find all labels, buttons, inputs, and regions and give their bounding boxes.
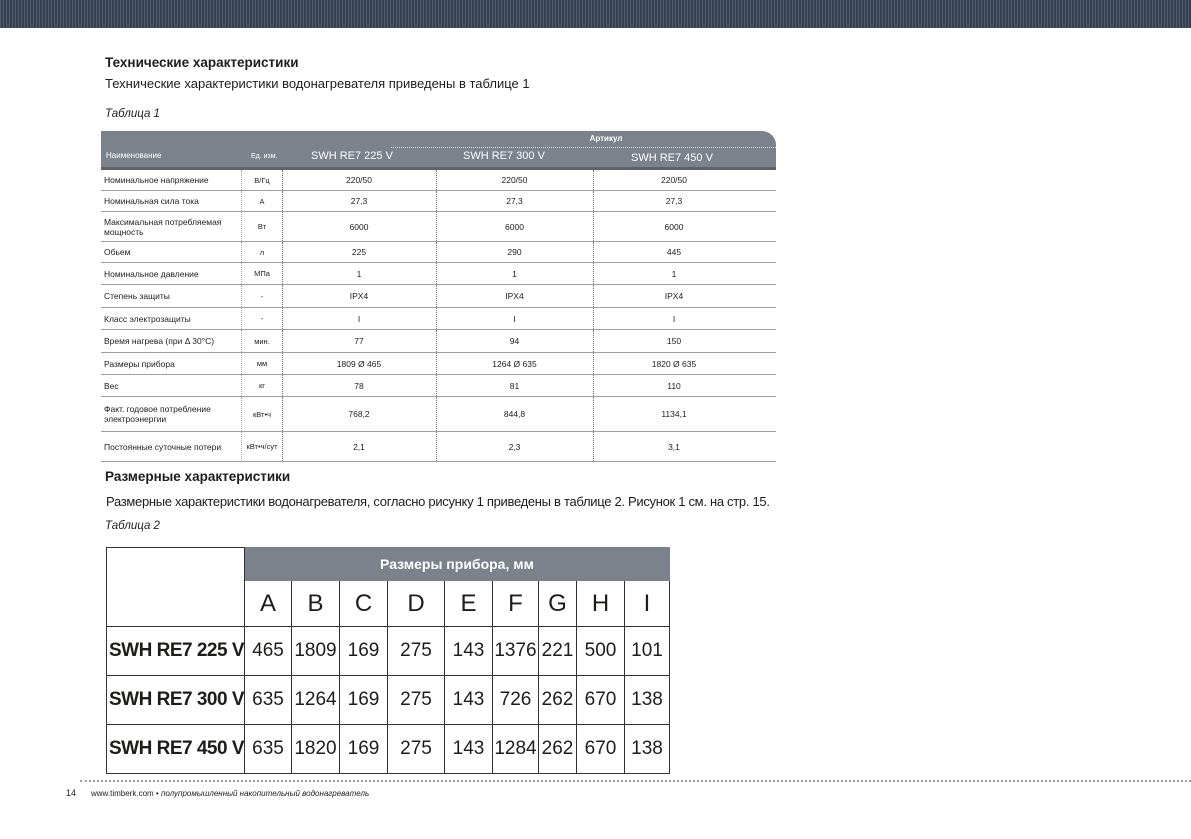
dimensions-row — [107, 676, 670, 725]
dimension-value: 500 — [577, 627, 625, 676]
specs-row — [101, 212, 776, 242]
spec-value-model-2: 81 — [436, 375, 594, 396]
dimensions-table — [106, 547, 670, 774]
spec-value-model-1: 225 — [282, 242, 437, 262]
dimension-value: 262 — [539, 676, 577, 725]
spec-unit: А — [241, 191, 283, 211]
spec-value-model-2: 2,3 — [436, 432, 594, 461]
spec-name: Номинальное давление — [104, 268, 199, 279]
spec-value-model-3: 27,3 — [665, 196, 683, 206]
spec-unit: Вт — [241, 212, 283, 241]
dimensions-model-name: SWH RE7 450 V — [107, 725, 245, 774]
spec-value-model-1: IPX4 — [282, 285, 437, 307]
spec-name: Время нагрева (при Δ 30°С) — [104, 336, 215, 346]
dimension-value: 275 — [388, 725, 445, 774]
dimensions-corner-cell — [107, 548, 245, 627]
model-column-header-1: SWH RE7 225 V — [311, 150, 393, 162]
dimension-value: 275 — [388, 627, 445, 676]
dimensions-model-name: SWH RE7 225 V — [107, 627, 245, 676]
specs-row — [101, 308, 776, 330]
dimension-letter: H — [577, 581, 625, 627]
specs-row — [101, 285, 776, 308]
dimensions-model-name: SWH RE7 300 V — [107, 676, 245, 725]
dimension-value: 275 — [388, 676, 445, 725]
specs-row — [101, 432, 776, 462]
spec-value-model-3: 3,1 — [668, 441, 680, 452]
dimension-value: 169 — [340, 725, 388, 774]
spec-name: Номинальная сила тока — [104, 196, 199, 206]
spec-value-model-1: 77 — [282, 330, 437, 352]
spec-value-model-3: 1134,1 — [661, 409, 687, 419]
specs-row — [101, 353, 776, 375]
table2-caption: Таблица 2 — [105, 520, 160, 532]
spec-unit: В/Гц — [241, 170, 283, 190]
dimension-letter: F — [493, 581, 539, 627]
dimension-letter: A — [245, 581, 292, 627]
dimension-value: 635 — [245, 676, 292, 725]
spec-unit: мм — [241, 353, 283, 374]
spec-value-model-2: 94 — [436, 330, 594, 352]
spec-value-model-3: 1 — [671, 268, 677, 279]
model-column-header-2: SWH RE7 300 V — [463, 150, 545, 162]
specs-row — [101, 397, 776, 432]
dimension-value: 670 — [577, 725, 625, 774]
dimension-letter: B — [292, 581, 340, 627]
header-divider — [391, 147, 776, 148]
spec-name: Максимальная потребляемая мощность — [104, 216, 222, 237]
dimension-letter: I — [625, 581, 670, 627]
name-column-header: Наименование — [106, 151, 162, 160]
spec-value-model-1: 768,2 — [282, 397, 437, 431]
spec-value-model-3: 1820 Ø 635 — [651, 358, 697, 369]
spec-value-model-2: 1264 Ø 635 — [436, 353, 594, 374]
section-title-specs: Технические характеристики — [105, 55, 299, 70]
spec-value-model-3: IPX4 — [664, 291, 684, 301]
dimension-value: 1264 — [292, 676, 340, 725]
dimension-value: 169 — [340, 676, 388, 725]
spec-name: Размеры прибора — [104, 358, 175, 369]
specs-row — [101, 242, 776, 263]
dimension-value: 635 — [245, 725, 292, 774]
spec-value-model-3: 110 — [667, 380, 681, 391]
spec-unit: мин. — [241, 330, 283, 352]
spec-value-model-3: 445 — [666, 247, 682, 257]
spec-unit: л — [241, 242, 283, 262]
section-subtitle-specs: Технические характеристики водонагревателя приведены в таблице 1 — [105, 76, 530, 91]
spec-value-model-2: 220/50 — [436, 170, 594, 190]
spec-value-model-1: 78 — [282, 375, 437, 396]
dimension-value: 726 — [493, 676, 539, 725]
spec-value-model-2: 844,8 — [436, 397, 594, 431]
spec-value-model-3: 150 — [666, 336, 682, 346]
dimension-value: 1284 — [493, 725, 539, 774]
section-title-dimensions: Размерные характеристики — [105, 469, 291, 484]
model-column-header-3: SWH RE7 450 V — [631, 152, 713, 164]
spec-value-model-1: 1809 Ø 465 — [282, 353, 437, 374]
dimension-value: 143 — [445, 725, 493, 774]
spec-value-model-1: 27,3 — [282, 191, 437, 211]
dimensions-table-title: Размеры прибора, мм — [245, 548, 670, 581]
spec-value-model-2: 6000 — [436, 212, 594, 241]
spec-value-model-2: IPX4 — [436, 285, 594, 307]
article-header: Артикул — [589, 134, 623, 143]
footer-separator: • — [153, 789, 161, 798]
footer-text — [91, 789, 369, 798]
dimension-value: 138 — [625, 725, 670, 774]
spec-unit: - — [241, 308, 283, 329]
footer-description: полупромышленный накопительный водонагреватель — [160, 789, 370, 798]
spec-name: Обьем — [104, 247, 131, 257]
spec-value-model-1: 220/50 — [282, 170, 437, 190]
spec-value-model-3: 220/50 — [661, 175, 687, 185]
spec-value-model-2: 290 — [436, 242, 594, 262]
dimensions-row — [107, 627, 670, 676]
spec-name: Степень защиты — [104, 291, 170, 301]
table1-caption: Таблица 1 — [105, 108, 160, 120]
dimension-letter: C — [340, 581, 388, 627]
unit-column-header: Ед. изм. — [251, 153, 278, 160]
section-subtitle-dimensions: Размерные характеристики водонагревателя, согласно рисунку 1 приведены в таблице 2. Рисунок 1 см. на стр. 15. — [106, 494, 770, 509]
spec-value-model-1: 1 — [282, 263, 437, 284]
dimension-letter: G — [539, 581, 577, 627]
dimension-value: 1376 — [493, 627, 539, 676]
specs-table-header — [101, 131, 776, 170]
spec-value-model-3: 6000 — [664, 221, 684, 232]
spec-name: Класс электрозащиты — [104, 313, 191, 324]
dimension-value: 670 — [577, 676, 625, 725]
spec-value-model-3: I — [672, 313, 676, 324]
spec-unit: кВт•ч — [241, 397, 283, 431]
spec-name: Факт. годовое потребление электроэнергии — [104, 404, 211, 424]
site-link[interactable]: www.timberk.com — [91, 789, 154, 798]
dimensions-row — [107, 725, 670, 774]
dimension-letter: D — [388, 581, 445, 627]
specs-row — [101, 263, 776, 285]
dimension-value: 1820 — [292, 725, 340, 774]
dimension-value: 262 — [539, 725, 577, 774]
top-decorative-bar — [0, 0, 1191, 28]
spec-value-model-1: 2,1 — [282, 432, 437, 461]
specs-table-body — [101, 170, 776, 462]
spec-value-model-2: 1 — [436, 263, 594, 284]
dimension-value: 1809 — [292, 627, 340, 676]
spec-value-model-1: 6000 — [282, 212, 437, 241]
footer-divider — [80, 780, 1191, 782]
specs-row — [101, 170, 776, 191]
dimension-value: 143 — [445, 676, 493, 725]
specs-row — [101, 330, 776, 353]
dimension-value: 465 — [245, 627, 292, 676]
dimension-value: 143 — [445, 627, 493, 676]
dimension-value: 101 — [625, 627, 670, 676]
spec-value-model-2: I — [436, 308, 594, 329]
spec-unit: кг — [241, 375, 283, 396]
spec-name: Постоянные суточные потери — [104, 441, 222, 452]
dimension-value: 169 — [340, 627, 388, 676]
spec-value-model-1: I — [282, 308, 437, 329]
spec-value-model-2: 27,3 — [436, 191, 594, 211]
dimension-value: 138 — [625, 676, 670, 725]
page-number: 14 — [66, 788, 77, 798]
spec-unit: - — [241, 285, 283, 307]
specs-row — [101, 191, 776, 212]
specs-table — [101, 131, 776, 462]
spec-name: Вес — [104, 380, 119, 391]
spec-unit: кВт•ч/сут — [241, 432, 283, 461]
dimension-letter: E — [445, 581, 493, 627]
specs-row — [101, 375, 776, 397]
spec-name: Номинальное напряжение — [104, 175, 209, 185]
spec-unit: МПа — [241, 263, 283, 284]
dimension-value: 221 — [539, 627, 577, 676]
